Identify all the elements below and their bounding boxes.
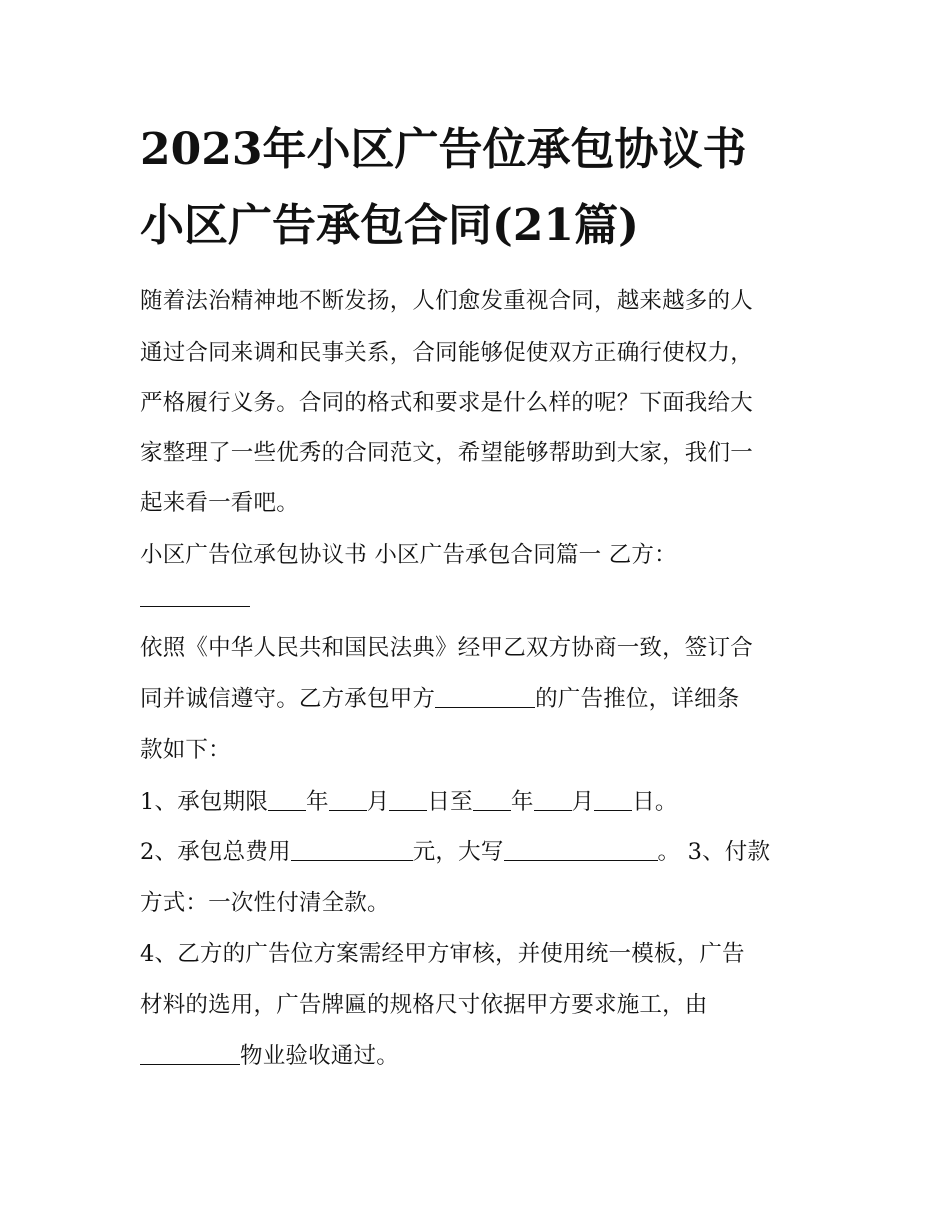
- fee-amount-blank: [291, 838, 413, 861]
- item-1-year-unit: 年: [306, 789, 329, 815]
- start-year-blank: [268, 788, 306, 811]
- item-1-to: 日至: [427, 789, 473, 815]
- title-count-unit: 篇: [574, 200, 619, 251]
- fee-uppercase-blank: [504, 838, 658, 861]
- item-2-label: 2、承包总费用: [140, 839, 291, 865]
- ad-location-blank: [435, 685, 535, 708]
- item-2-text: 元，大写: [412, 839, 504, 865]
- start-day-blank: [389, 788, 427, 811]
- clause-intro-text-b: 的广告推位，详细条: [535, 686, 740, 712]
- title-year: 2023: [140, 124, 263, 175]
- party-b-blank: [140, 606, 250, 607]
- intro-line-4: 家整理了一些优秀的合同范文，希望能够帮助到大家，我们一: [140, 440, 753, 466]
- end-month-blank: [534, 788, 572, 811]
- end-year-blank: [473, 788, 511, 811]
- item-4-line-2: 材料的选用，广告牌匾的规格尺寸依据甲方要求施工，由: [140, 992, 708, 1018]
- item-4-line-3: [140, 1040, 830, 1072]
- item-2-fee: [140, 836, 830, 868]
- item-1-term: [140, 786, 830, 818]
- acceptance-party-blank: [140, 1042, 240, 1065]
- end-day-blank: [594, 788, 632, 811]
- intro-line-1: 随着法治精神地不断发扬，人们愈发重视合同，越来越多的人: [140, 288, 753, 314]
- item-1-label: 1、承包期限: [140, 789, 269, 815]
- clause-intro-text-a: 同并诚信遵守。乙方承包甲方: [140, 686, 436, 712]
- clause-intro-line-1: 依照《中华人民共和国民法典》经甲乙双方协商一致，签订合: [140, 635, 753, 661]
- title-line-1-text: 年小区广告位承包协议书: [262, 124, 747, 175]
- document-title-line-2: [140, 198, 830, 254]
- item-1-end-day-unit: 日。: [632, 789, 678, 815]
- title-count-close: ): [618, 200, 639, 251]
- item-1-month-unit: 月: [366, 789, 390, 815]
- clause-intro-line-3: 款如下：: [140, 737, 231, 763]
- title-line-2-text: 小区广告承包合同: [140, 200, 492, 251]
- intro-line-3: 严格履行义务。合同的格式和要求是什么样的呢？下面我给大: [140, 390, 753, 416]
- intro-line-2: 通过合同来调和民事关系，合同能够促使双方正确行使权力，: [140, 340, 753, 366]
- section-heading: 小区广告位承包协议书 小区广告承包合同篇一 乙方：: [140, 542, 677, 568]
- item-3-label: 。 3、付款: [657, 839, 771, 865]
- item-4-line-1: 4、乙方的广告位方案需经甲方审核，并使用统一模板，广告: [140, 941, 745, 967]
- document-title-line-1: [140, 122, 830, 178]
- item-3-payment: 方式：一次性付清全款。: [140, 890, 390, 916]
- item-1-end-month-unit: 月: [571, 789, 595, 815]
- start-month-blank: [329, 788, 367, 811]
- title-count-open: (21: [492, 200, 575, 251]
- clause-intro-line-2: [140, 683, 830, 715]
- item-4-text: 物业验收通过。: [240, 1043, 399, 1069]
- item-1-end-year-unit: 年: [510, 789, 534, 815]
- intro-line-5: 起来看一看吧。: [140, 490, 299, 516]
